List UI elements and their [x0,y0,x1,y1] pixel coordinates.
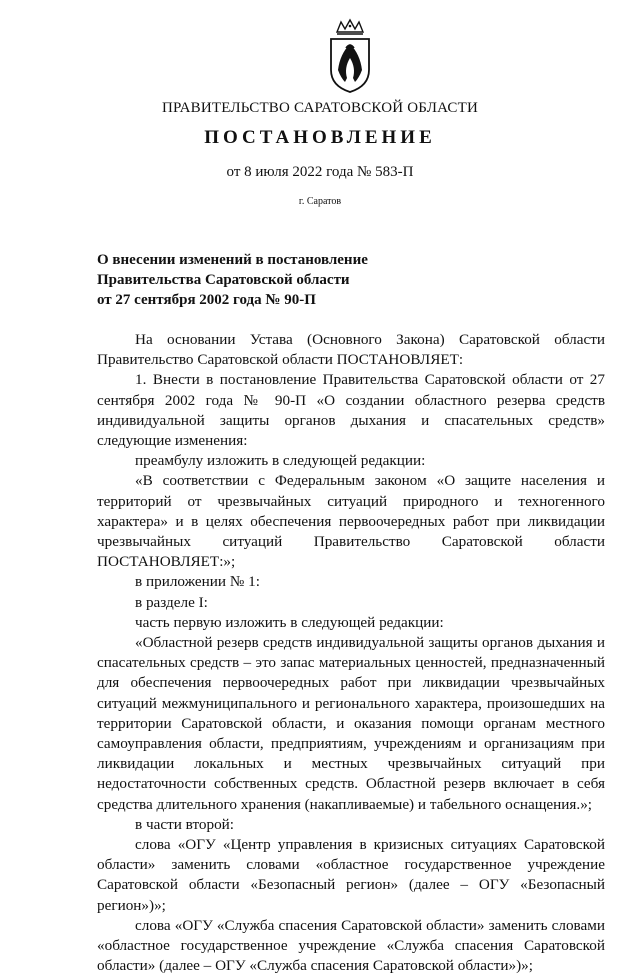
subject-line: от 27 сентября 2002 года № 90-П [97,292,316,308]
subject-line: О внесении изменений в постановление [97,252,368,268]
saratov-coat-of-arms-icon [325,18,375,94]
subject-line: Правительства Саратовской области [97,272,350,288]
body-paragraph: На основании Устава (Основного Закона) Саратовской области Правительство Саратовской области ПОСТАНОВЛЯЕТ: [97,331,605,369]
document-subject [97,250,417,310]
body-paragraph: «В соответствии с Федеральным законом «О защите населения и территорий от чрезвычайных ситуаций природного и техногенного характера» и в целях обеспечения первоочередных работ при ликвидации чрезвычайных ситуаций Правительство Саратовской области ПОСТАНОВЛЯЕТ:»; [97,472,605,571]
body-paragraph: слова «ОГУ «Центр управления в кризисных ситуациях Саратовской области» заменить словами «областное государственное учреждение Саратовской области «Безопасный регион» (далее – ОГУ «Безопасный регион»)»; [97,836,605,914]
document-body [97,330,605,977]
issuing-authority: ПРАВИТЕЛЬСТВО САРАТОВСКОЙ ОБЛАСТИ [161,100,479,116]
body-paragraph: в приложении № 1: [135,573,260,591]
body-paragraph: в части второй: [135,815,235,833]
document-type-title: ПОСТАНОВЛЕНИЕ [204,127,436,148]
document-date-number: от 8 июля 2022 года № 583-П [226,164,414,180]
body-paragraph: 1. Внести в постановление Правительства Саратовской области от 27 сентября 2002 года № 90-П «О создании областного резерва средств индивидуальной защиты органов дыхания и спасательных средств» следующие изменения: [97,371,605,450]
body-paragraph: слова «ОГУ «Служба спасения Саратовской области» заменить словами «областное государственное учреждение «Служба спасения Саратовской области» (далее – ОГУ «Служба спасения Саратовской области»)»; [97,916,605,975]
body-paragraph: в разделе I: [135,593,208,611]
body-paragraph: преамбулу изложить в следующей редакции: [135,452,426,470]
body-paragraph: «Областной резерв средств индивидуальной защиты органов дыхания и спасательных средств – это запас материальных ценностей, предназначенный для обеспечения первоочередных работ при ликвидации чрезвычайных ситуаций межмуниципального и регионального характера, произошедших на территории Саратовской области, и оказания помощи органам местного самоуправления области, предприятиям, учреждениям и организациям при ликвидации локальных и местных чрезвычайных ситуаций при недостаточности собственных средств. Областной резерв включает в себя средства длительного хранения (накапливаемые) и табельного оснащения.»; [97,634,605,813]
body-paragraph: часть первую изложить в следующей редакции: [135,613,444,631]
document-city: г. Саратов [298,196,342,207]
